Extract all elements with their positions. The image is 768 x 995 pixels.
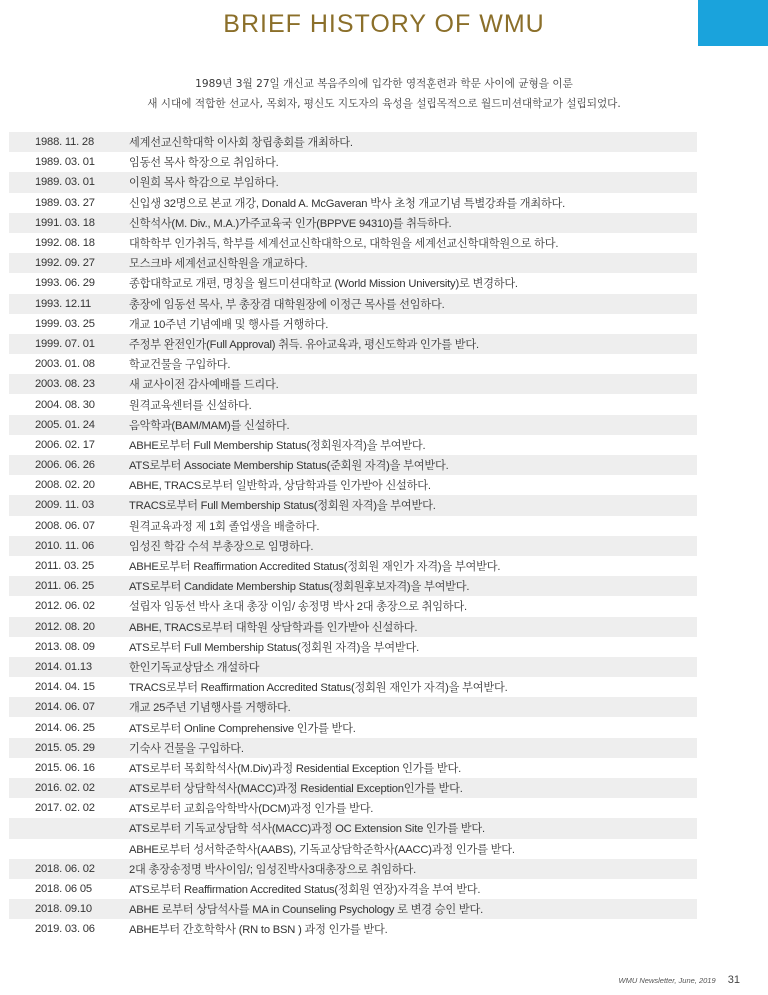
page-title: BRIEF HISTORY OF WMU: [223, 10, 545, 38]
timeline-event: ATS로부터 Full Membership Status(정회원 자격)을 부여받다.: [129, 641, 420, 654]
timeline-event: 세계선교신학대학 이사회 창립총회를 개최하다.: [129, 137, 353, 150]
intro-line-2: 새 시대에 적합한 선교사, 목회자, 평신도 지도자의 육성을 설립목적으로 월드미션대학교가 설립되었다.: [147, 98, 621, 110]
timeline-date: 2006. 06. 26: [35, 459, 95, 472]
timeline-row: [9, 233, 697, 253]
timeline-row: [9, 899, 697, 919]
timeline-row: [9, 152, 697, 172]
timeline-date: 2014. 01.13: [35, 660, 92, 673]
timeline-event: TRACS로부터 Full Membership Status(정회원 자격)을 부여받다.: [129, 500, 436, 513]
timeline-date: 2018. 06 05: [35, 883, 92, 896]
timeline-event: 한인기독교상담소 개설하다: [129, 661, 260, 674]
timeline-date: 1993. 06. 29: [35, 277, 95, 290]
timeline-row: [9, 839, 697, 859]
timeline-row: [9, 717, 697, 737]
timeline-row: [9, 314, 697, 334]
timeline-event: 개교 10주년 기념예배 및 행사를 거행하다.: [129, 318, 329, 331]
page-footer: [0, 974, 740, 986]
timeline-date: 2003. 01. 08: [35, 358, 95, 371]
timeline-row: [9, 536, 697, 556]
timeline-row: [9, 637, 697, 657]
timeline-row: [9, 132, 697, 152]
timeline-date: 2017. 02. 02: [35, 802, 95, 815]
timeline-event: 기숙사 건물을 구입하다.: [129, 742, 244, 755]
timeline-event: 개교 25주년 기념행사를 거행하다.: [129, 702, 291, 715]
timeline-date: 2019. 03. 06: [35, 923, 95, 936]
timeline-event: ATS로부터 Online Comprehensive 인가를 받다.: [129, 722, 356, 735]
timeline-date: 1989. 03. 01: [35, 176, 95, 189]
timeline-date: 1991. 03. 18: [35, 216, 95, 229]
timeline-row: [9, 738, 697, 758]
timeline-event: ABHE로부터 Reaffirmation Accredited Status(정회원 재인가 자격)을 부여받다.: [129, 561, 501, 574]
timeline-event: 이원희 목사 학감으로 부임하다.: [129, 177, 279, 190]
timeline-row: [9, 475, 697, 495]
timeline-date: 2015. 05. 29: [35, 741, 95, 754]
timeline-date: 2008. 06. 07: [35, 519, 95, 532]
timeline-row: [9, 394, 697, 414]
timeline-row: [9, 859, 697, 879]
timeline-event: ATS로부터 Associate Membership Status(준회원 자격)을 부여받다.: [129, 460, 449, 473]
timeline-row: [9, 435, 697, 455]
timeline-event: 대학학부 인가취득, 학부를 세계선교신학대학으로, 대학원을 세계선교신학대학원으로 하다.: [129, 238, 559, 251]
timeline-row: [9, 697, 697, 717]
timeline-row: [9, 516, 697, 536]
timeline-event: 모스크바 세계선교신학원을 개교하다.: [129, 258, 308, 271]
timeline-row: [9, 798, 697, 818]
timeline-date: 2008. 02. 20: [35, 479, 95, 492]
timeline-event: 임성진 학감 수석 부총장으로 임명하다.: [129, 540, 314, 553]
timeline-row: [9, 818, 697, 838]
timeline-event: 새 교사이전 감사예배를 드리다.: [129, 379, 279, 392]
timeline-row: [9, 677, 697, 697]
timeline-row: [9, 415, 697, 435]
timeline-date: 1988. 11. 28: [35, 136, 94, 149]
timeline-row: [9, 273, 697, 293]
timeline-row: [9, 193, 697, 213]
timeline-event: ABHE로부터 Full Membership Status(정회원자격)을 부여받다.: [129, 439, 426, 452]
timeline-date: 2018. 06. 02: [35, 862, 95, 875]
page-number: 31: [727, 974, 740, 986]
timeline-date: 1992. 08. 18: [35, 237, 95, 250]
timeline-event: 주정부 완전인가(Full Approval) 취득. 유아교육과, 평신도학과 인가를 받다.: [129, 338, 479, 351]
timeline-event: ATS로부터 목회학석사(M.Div)과정 Residential Exception 인가를 받다.: [129, 762, 461, 775]
timeline-row: [9, 556, 697, 576]
timeline-date: 2006. 02. 17: [35, 438, 95, 451]
timeline-row: [9, 657, 697, 677]
timeline-date: 2014. 06. 07: [35, 701, 95, 714]
timeline-row: [9, 213, 697, 233]
timeline-date: 2014. 06. 25: [35, 721, 95, 734]
timeline-date: 2012. 08. 20: [35, 620, 95, 633]
timeline-event: 임동선 목사 학장으로 취임하다.: [129, 157, 279, 170]
timeline-date: 1989. 03. 01: [35, 156, 95, 169]
intro-line-1: 1989년 3월 27일 개신교 복음주의에 입각한 영적훈련과 학문 사이에 균형을 이룬: [195, 78, 573, 90]
timeline-event: 신학석사(M. Div., M.A.)가주교육국 인가(BPPVE 94310)를 취득하다.: [129, 217, 452, 230]
timeline-date: 2013. 08. 09: [35, 640, 95, 653]
timeline-row: [9, 617, 697, 637]
timeline-event: ATS로부터 Candidate Membership Status(정회원후보자격)을 부여받다.: [129, 581, 470, 594]
timeline-event: 신입생 32명으로 본교 개강, Donald A. McGaveran 박사 초청 개교기념 특별강좌를 개최하다.: [129, 197, 566, 210]
timeline-row: [9, 334, 697, 354]
timeline-row: [9, 758, 697, 778]
timeline-event: 음악학과(BAM/MAM)를 신설하다.: [129, 419, 290, 432]
timeline-event: 학교건물을 구입하다.: [129, 359, 231, 372]
timeline-row: [9, 253, 697, 273]
timeline-date: 1993. 12.11: [35, 297, 92, 310]
timeline-row: [9, 879, 697, 899]
timeline-event: ATS로부터 상담학석사(MACC)과정 Residential Exception인가를 받다.: [129, 783, 463, 796]
timeline-date: 2005. 01. 24: [35, 418, 95, 431]
timeline-date: 2016. 02. 02: [35, 782, 95, 795]
timeline-row: [9, 596, 697, 616]
timeline-event: 2대 총장송정명 박사이임/; 임성진박사3대총장으로 취임하다.: [129, 863, 416, 876]
timeline-date: 2011. 03. 25: [35, 560, 94, 573]
timeline-event: ATS로부터 기독교상담학 석사(MACC)과정 OC Extension Site 인가를 받다.: [129, 823, 485, 836]
timeline-event: 설립자 임동선 박사 초대 총장 이임/ 송정명 박사 2대 총장으로 취임하다.: [129, 601, 467, 614]
timeline-event: ABHE부터 간호학학사 (RN to BSN ) 과정 인가를 받다.: [129, 924, 388, 937]
timeline-row: [9, 374, 697, 394]
timeline-row: [9, 778, 697, 798]
timeline-event: ABHE, TRACS로부터 일반학과, 상담학과를 인가받아 신설하다.: [129, 480, 431, 493]
timeline-event: 원격교육센터를 신설하다.: [129, 399, 252, 412]
timeline-date: 1999. 07. 01: [35, 337, 95, 350]
timeline-date: 1992. 09. 27: [35, 257, 95, 270]
timeline-date: 2004. 08. 30: [35, 398, 95, 411]
timeline-date: 1989. 03. 27: [35, 196, 95, 209]
timeline-event: ABHE 로부터 상담석사를 MA in Counseling Psychology 로 변경 승인 받다.: [129, 904, 484, 917]
timeline-row: [9, 172, 697, 192]
timeline-row: [9, 576, 697, 596]
timeline-date: 2015. 06. 16: [35, 761, 95, 774]
timeline-event: ABHE, TRACS로부터 대학원 상담학과를 인가받아 신설하다.: [129, 621, 418, 634]
timeline-date: 2010. 11. 06: [35, 539, 94, 552]
timeline-event: 종합대학교로 개편, 명칭을 월드미션대학교 (World Mission University)로 변경하다.: [129, 278, 518, 291]
timeline-date: 2012. 06. 02: [35, 600, 95, 613]
timeline-row: [9, 354, 697, 374]
timeline-event: ATS로부터 교회음악학박사(DCM)과정 인가를 받다.: [129, 803, 374, 816]
intro-paragraph: [0, 74, 768, 114]
timeline-date: 2003. 08. 23: [35, 378, 95, 391]
timeline-date: 2014. 04. 15: [35, 681, 95, 694]
publication-name: WMU Newsletter, June, 2019: [618, 976, 716, 985]
timeline-date: 2011. 06. 25: [35, 580, 94, 593]
timeline-date: 2018. 09.10: [35, 903, 92, 916]
timeline-row: [9, 495, 697, 515]
timeline-event: ABHE로부터 성서학준학사(AABS), 기독교상담학준학사(AACC)과정 인가를 받다.: [129, 843, 515, 856]
timeline-date: 2009. 11. 03: [35, 499, 94, 512]
timeline-event: ATS로부터 Reaffirmation Accredited Status(정회원 연장)자격을 부여 받다.: [129, 884, 481, 897]
timeline-row: [9, 919, 697, 939]
timeline-event: TRACS로부터 Reaffirmation Accredited Status(정회원 재인가 자격)을 부여받다.: [129, 682, 508, 695]
timeline-event: 원격교육과정 제 1회 졸업생을 배출하다.: [129, 520, 320, 533]
timeline-row: [9, 455, 697, 475]
timeline-row: [9, 294, 697, 314]
history-timeline: [9, 132, 697, 940]
timeline-date: 1999. 03. 25: [35, 317, 95, 330]
timeline-event: 총장에 임동선 목사, 부 총장겸 대학원장에 이정근 목사를 선임하다.: [129, 298, 445, 311]
